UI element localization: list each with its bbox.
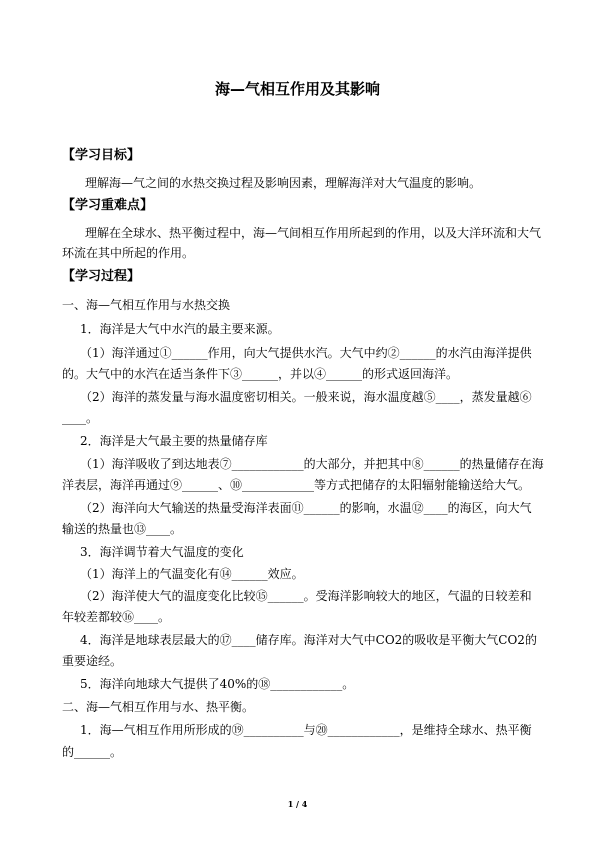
text-line: （2）海洋向大气输送的热量受海洋表面⑪______的影响，水温⑫____的海区，向大气 <box>80 501 532 515</box>
section-heading-process: 【学习过程】 <box>62 269 141 284</box>
text-line: 3．海洋调节着大气温度的变化 <box>80 545 244 559</box>
text-line: （2）海洋的蒸发量与海水温度密切相关。一般来说，海水温度越⑤____，蒸发量越⑥ <box>80 390 532 404</box>
text-line: 的______。 <box>62 745 123 759</box>
text-line: （2）海洋使大气的温度变化比较⑮______。受海洋影响较大的地区，气温的日较差和 <box>80 589 532 603</box>
text-line: 的。大气中的水汽在适当条件下③______，并以④______的形式返回海洋。 <box>62 367 459 381</box>
key-text-line-1: 理解在全球水、热平衡过程中，海—气间相互作用所起到的作用，以及大洋环流和大气 <box>85 226 542 240</box>
text-line: 洋表层，海洋再通过⑨______、⑩____________等方式把储存的太阳辐射能输送给大气。 <box>62 478 531 492</box>
key-text-line-2: 环流在其中所起的作用。 <box>62 246 195 260</box>
goal-text: 理解海—气之间的水热交换过程及影响因素，理解海洋对大气温度的影响。 <box>85 176 482 190</box>
section-heading-goals: 【学习目标】 <box>62 148 141 163</box>
text-line: 2．海洋是大气最主要的热量储存库 <box>80 434 268 448</box>
text-line: （1）海洋上的气温变化有⑭______效应。 <box>80 567 304 581</box>
text-line: 二、海—气相互作用与水、热平衡。 <box>62 700 255 714</box>
page-number: 1 / 4 <box>287 799 308 809</box>
page-title: 海—气相互作用及其影响 <box>214 80 380 98</box>
text-line: 年较差都较⑯____。 <box>62 610 171 624</box>
text-line: 1．海洋是大气中水汽的最主要来源。 <box>80 322 280 336</box>
text-line: 一、海—气相互作用与水热交换 <box>62 298 231 312</box>
section-heading-key-points: 【学习重难点】 <box>62 198 154 213</box>
text-line: 1．海—气相互作用所形成的⑲__________与⑳____________，是维持全球水、热平衡 <box>80 723 532 737</box>
text-line: （1）海洋吸收了到达地表⑦____________的大部分，并把其中⑧______的热量储存在海 <box>80 457 544 471</box>
text-line: 输送的热量也⑬____。 <box>62 522 183 536</box>
text-line: （1）海洋通过①______作用，向大气提供水汽。大气中约②______的水汽由海洋提供 <box>80 346 532 360</box>
text-line: 5．海洋向地球大气提供了40%的⑱____________。 <box>80 677 355 691</box>
text-line: 重要途经。 <box>62 654 123 668</box>
text-line: ____。 <box>62 411 99 425</box>
text-line: 4．海洋是地球表层最大的⑰____储存库。海洋对大气中CO2的吸收是平衡大气CO2的 <box>80 633 537 647</box>
